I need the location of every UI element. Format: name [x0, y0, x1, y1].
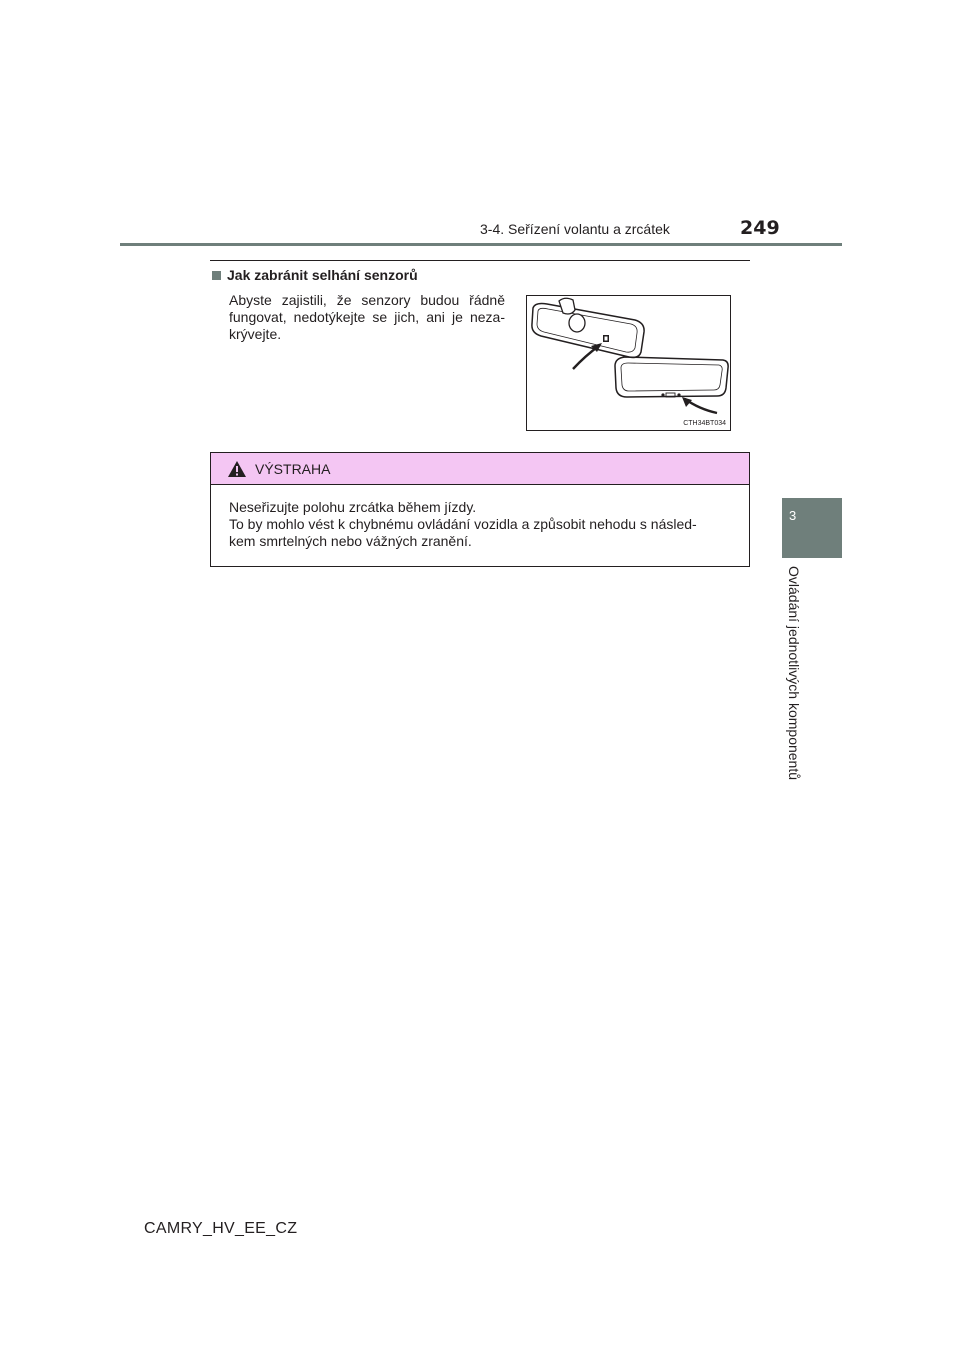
warning-line: To by mohlo vést k chybnému ovládání vozidla a způsobit nehodu s násled-	[229, 516, 697, 532]
warning-line: kem smrtelných nebo vážných zranění.	[229, 533, 472, 549]
section-divider	[210, 260, 750, 261]
rearview-mirror-icon	[527, 296, 730, 430]
warning-header	[211, 453, 749, 485]
section-header-title: 3-4. Seřízení volantu a zrcátek	[480, 221, 670, 237]
document-code: CAMRY_HV_EE_CZ	[144, 1220, 298, 1237]
chapter-tab-number: 3	[789, 508, 797, 523]
section-body-text: Abyste zajistili, že senzory budou řádně fungovat, nedotýkejte se jich, ani je neza-krývejte.	[229, 292, 505, 342]
section-heading-text: Jak zabránit selhání senzorů	[227, 267, 418, 283]
figure-code: CTH34BT034	[683, 420, 726, 427]
warning-triangle-icon	[227, 460, 247, 478]
warning-body	[211, 485, 749, 550]
page-number: 249	[740, 217, 780, 239]
mirror-sensor-illustration	[526, 295, 731, 431]
warning-line: Neseřizujte polohu zrcátka během jízdy.	[229, 499, 477, 515]
header-divider	[120, 243, 842, 246]
section-heading	[212, 267, 418, 283]
chapter-side-label: Ovládání jednotlivých komponentů	[786, 566, 802, 781]
warning-title: VÝSTRAHA	[255, 460, 331, 477]
warning-box	[210, 452, 750, 567]
chapter-tab	[782, 498, 842, 558]
square-bullet-icon	[212, 271, 221, 280]
